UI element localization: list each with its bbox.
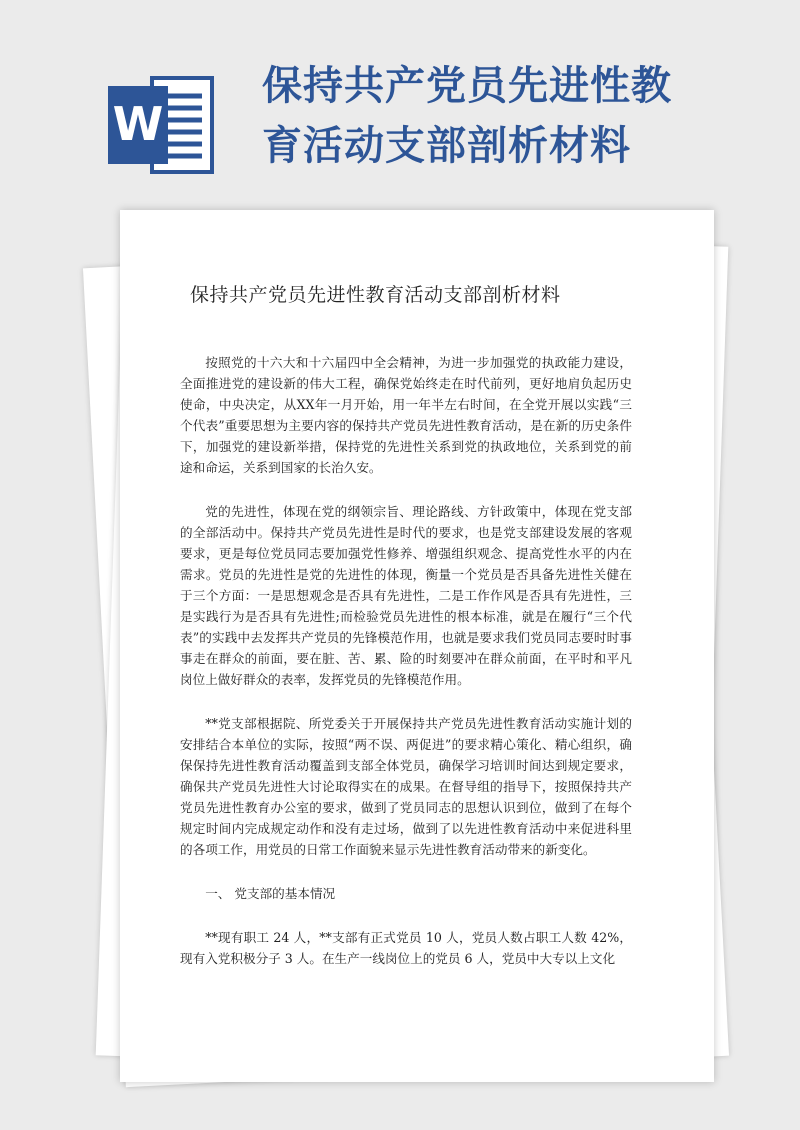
- section-heading: 一、 党支部的基本情况: [205, 886, 336, 901]
- paragraph: **现有职工 24 人，**支部有正式党员 10 人，党员人数占职工人数 42%，现有入党积极分子 3 人。在生产一线岗位上的党员 6 人，党员中大专以上文化: [180, 930, 632, 966]
- word-document-icon: [108, 72, 216, 178]
- document-body: [180, 352, 632, 992]
- paragraph: **党支部根据院、所党委关于开展保持共产党员先进性教育活动实施计划的安排结合本单位的实际，按照“两不误、两促进”的要求精心策化、精心组织，确保保持先进性教育活动覆盖到支部全体党员，确保学习培训时间达到规定要求，确保共产党员先进性大讨论取得实在的成果。在督导组的指导下，按照保持共产党员先进性教育办公室的要求，做到了党员同志的思想认识到位，做到了在每个规定时间内完成规定动作和没有走过场，做到了以先进性教育活动中来促进科里的各项工作，用党员的日常工作面貌来显示先进性教育活动带来的新变化。: [180, 716, 632, 857]
- word-icon-letter: W: [112, 97, 164, 151]
- paragraph: 党的先进性，体现在党的纲领宗旨、理论路线、方针政策中，体现在党支部的全部活动中。保持共产党员先进性是时代的要求，也是党支部建设发展的客观要求，更是每位党员同志要加强党性修养、增强组织观念、提高党性水平的内在需求。党员的先进性是党的先进性的体现，衡量一个党员是否具备先进性关健在于三个方面：一是思想观念是否具有先进性，二是工作作风是否具有先进性，三是实践行为是否具有先进性;而检验党员先进性的根本标准，就是在履行“三个代表”的实践中去发挥共产党员的先锋模范作用，也就是要求我们党员同志要时时事事走在群众的前面，要在脏、苦、累、险的时刻要冲在群众前面，在平时和平凡岗位上做好群众的表率，发挥党员的先锋模范作用。: [180, 504, 632, 687]
- document-title: 保持共产党员先进性教育活动支部剖析材料: [190, 284, 561, 306]
- paragraph: 按照党的十六大和十六届四中全会精神，为进一步加强党的执政能力建设，全面推进党的建设新的伟大工程，确保党始终走在时代前列，更好地肩负起历史使命，中央决定，从XX年一月开始，用一年半左右时间，在全党开展以实践“三个代表”重要思想为主要内容的保持共产党员先进性教育活动，是在新的历史条件下，加强党的建设新举措，保持党的先进性关系到党的执政地位，关系到党的前途和命运，关系到国家的长治久安。: [180, 355, 632, 475]
- page-title-line-2: 育活动支部剖析材料: [262, 123, 631, 169]
- page-title: [262, 56, 782, 176]
- document-page: [120, 210, 714, 1082]
- header-banner: [0, 0, 800, 200]
- page-title-line-1: 保持共产党员先进性教: [262, 63, 672, 109]
